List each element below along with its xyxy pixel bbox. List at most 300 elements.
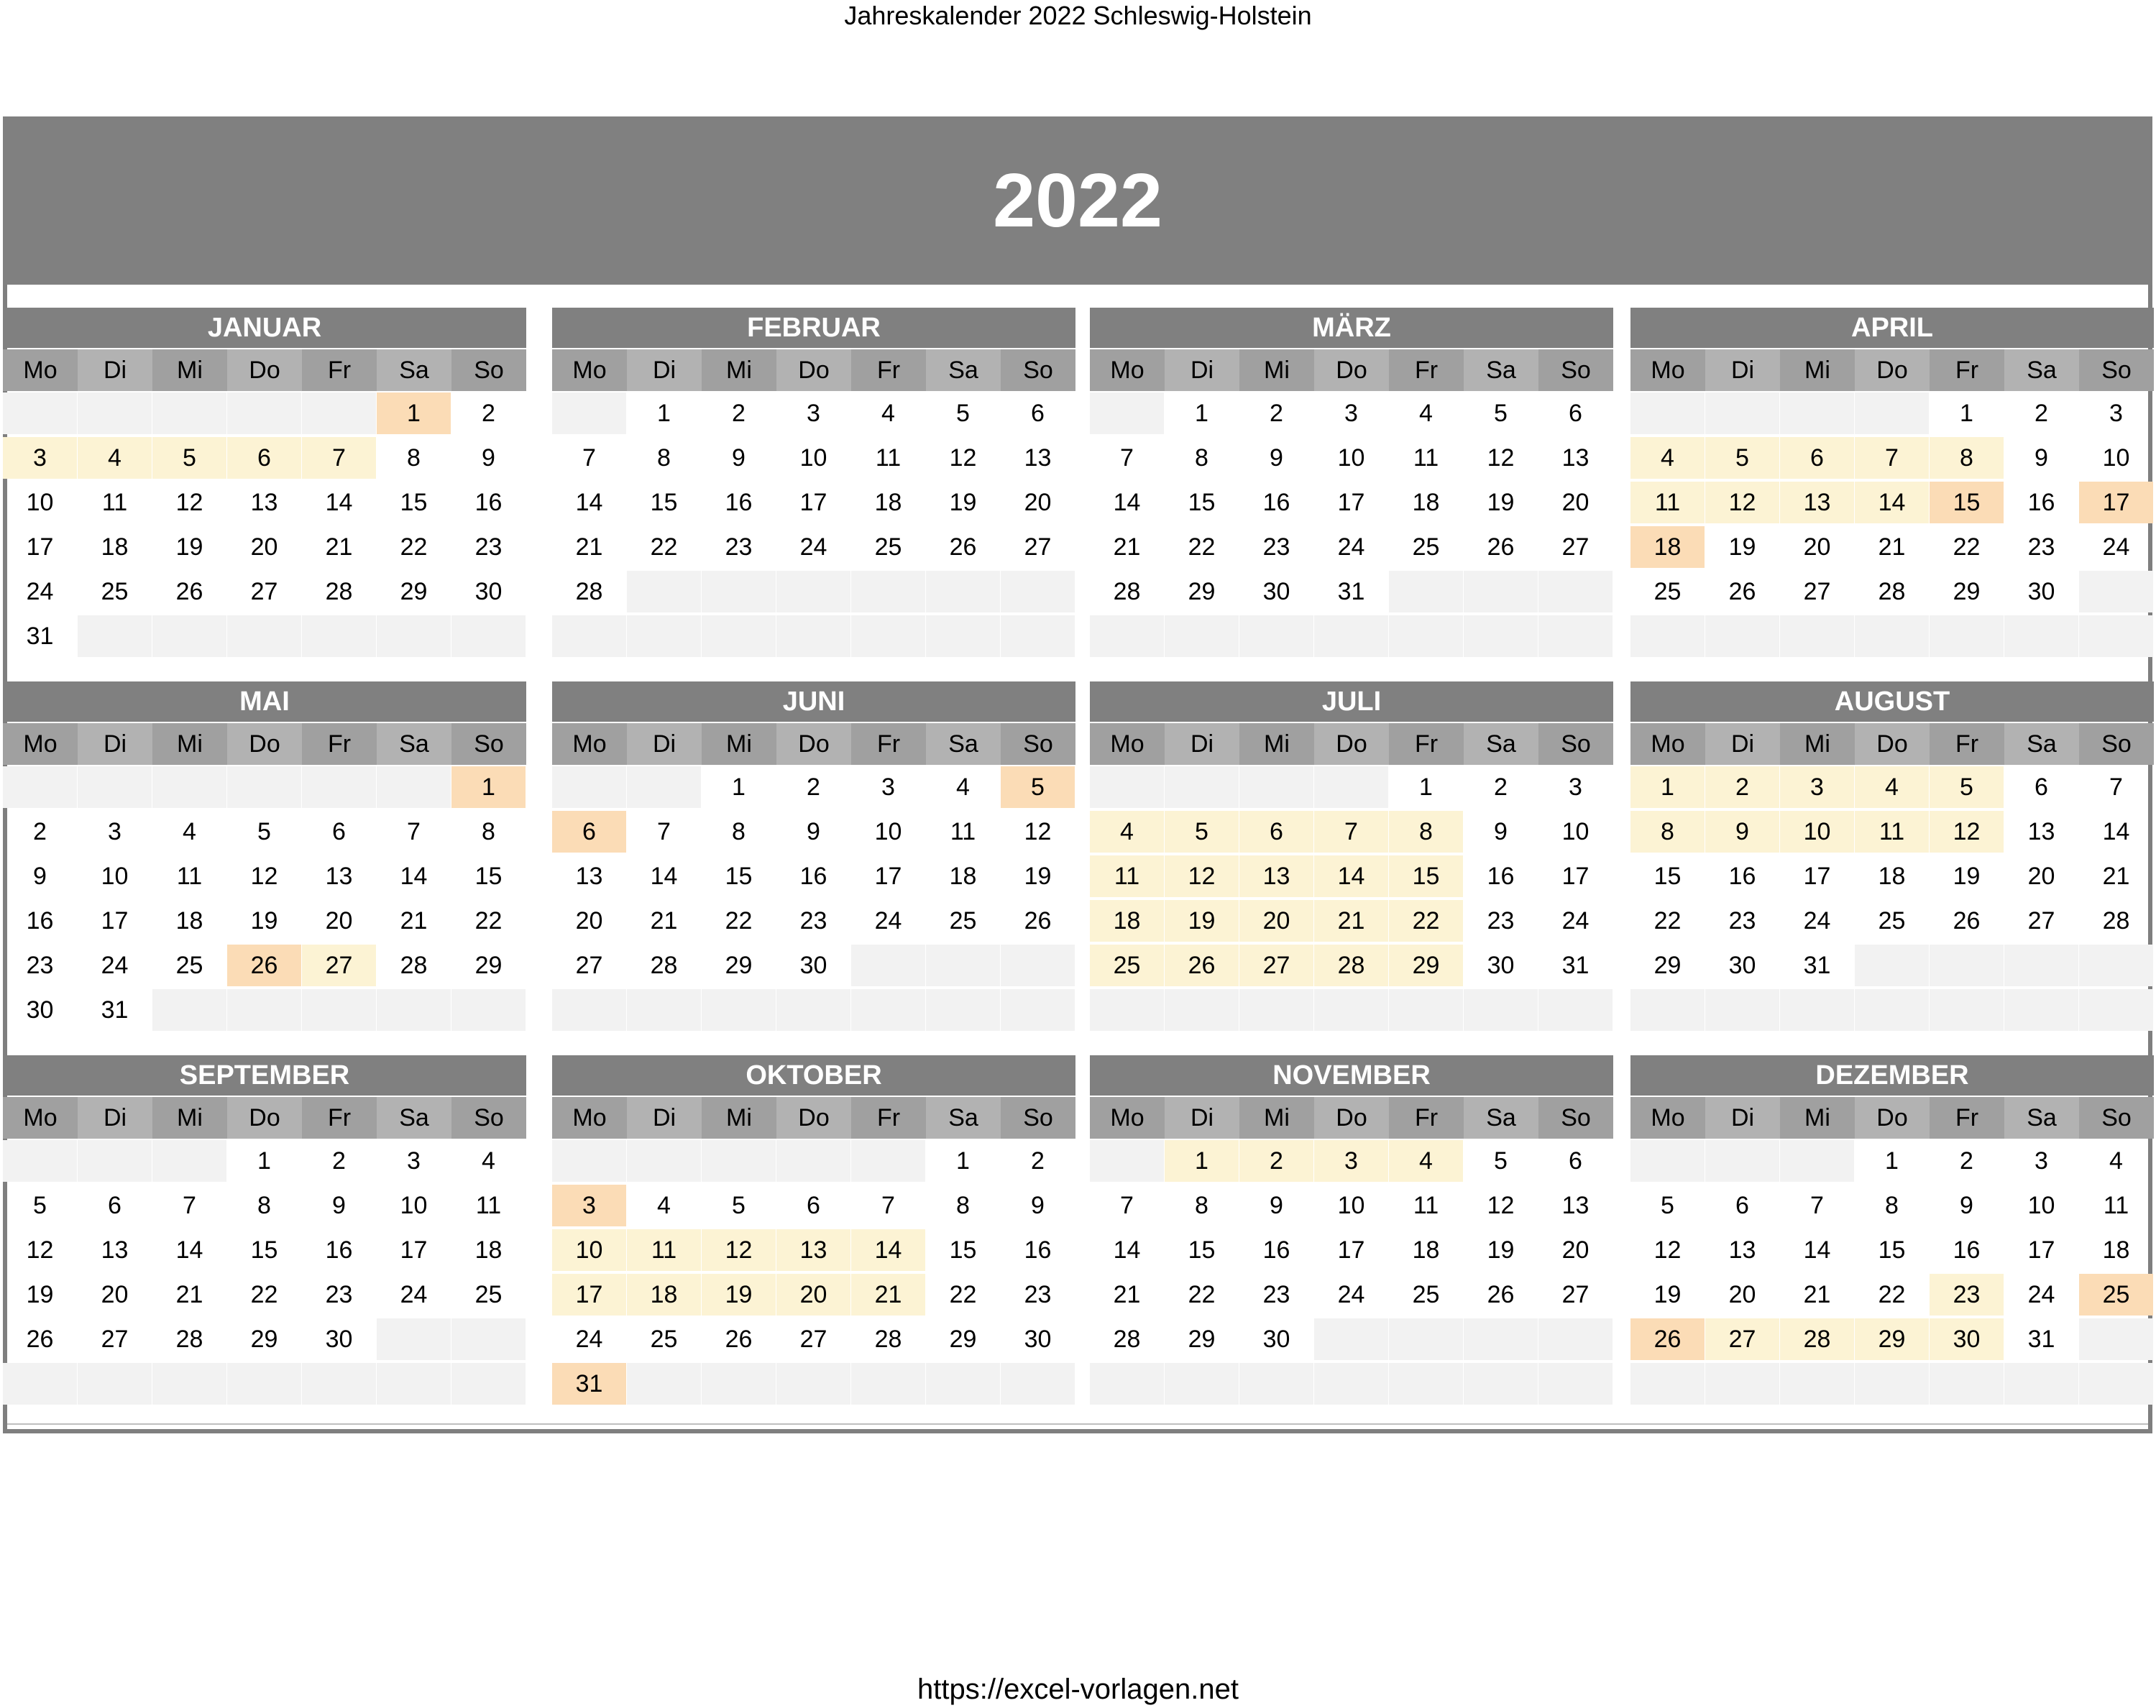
day-cell[interactable]: 26 [26,1326,54,1353]
day-cell[interactable]: 9 [1494,818,1508,845]
day-cell[interactable]: 13 [101,1236,129,1264]
day-cell[interactable]: 6 [1239,811,1313,853]
day-cell[interactable]: 6 [1031,400,1045,427]
day-cell[interactable]: 4 [1630,437,1705,479]
day-cell[interactable]: 13 [250,489,278,516]
day-cell[interactable]: 2 [2035,400,2048,427]
day-cell[interactable]: 14 [2102,818,2130,845]
day-cell[interactable]: 2 [332,1147,346,1175]
day-cell[interactable]: 1 [1195,400,1208,427]
day-cell[interactable]: 29 [474,952,503,979]
day-cell[interactable]: 8 [257,1192,271,1219]
day-cell[interactable]: 12 [1930,811,2004,853]
day-cell[interactable]: 22 [250,1281,278,1308]
day-cell[interactable]: 19 [175,533,203,561]
day-cell[interactable]: 29 [1389,945,1463,986]
day-cell[interactable]: 14 [1803,1236,1831,1264]
day-cell[interactable]: 15 [250,1236,278,1264]
day-cell[interactable]: 3 [1569,773,1582,801]
day-cell[interactable]: 3 [1344,400,1358,427]
day-cell[interactable]: 26 [1487,1281,1515,1308]
day-cell[interactable]: 5 [1930,766,2004,808]
day-cell[interactable]: 12 [949,444,977,472]
day-cell[interactable]: 15 [725,863,753,890]
day-cell[interactable]: 22 [1878,1281,1906,1308]
day-cell[interactable]: 9 [807,818,820,845]
day-cell[interactable]: 7 [1120,444,1134,472]
day-cell[interactable]: 10 [1337,1192,1365,1219]
day-cell[interactable]: 22 [1653,907,1682,935]
day-cell[interactable]: 5 [152,437,226,479]
day-cell[interactable]: 19 [1024,863,1052,890]
day-cell[interactable]: 24 [26,578,54,605]
day-cell[interactable]: 23 [1728,907,1756,935]
day-cell[interactable]: 30 [1930,1318,2004,1360]
day-cell[interactable]: 3 [807,400,820,427]
day-cell[interactable]: 20 [1239,900,1313,942]
day-cell[interactable]: 9 [33,863,47,890]
day-cell[interactable]: 2 [732,400,746,427]
day-cell[interactable]: 27 [1561,1281,1590,1308]
day-cell[interactable]: 2 [482,400,495,427]
day-cell[interactable]: 18 [1412,1236,1440,1264]
day-cell[interactable]: 7 [1120,1192,1134,1219]
day-cell[interactable]: 26 [1953,907,1981,935]
day-cell[interactable]: 14 [575,489,603,516]
day-cell[interactable]: 2 [807,773,820,801]
day-cell[interactable]: 16 [26,907,54,935]
day-cell[interactable]: 3 [407,1147,421,1175]
day-cell[interactable]: 16 [1953,1236,1981,1264]
day-cell[interactable]: 25 [1090,945,1164,986]
day-cell[interactable]: 13 [1561,444,1590,472]
day-cell[interactable]: 13 [1780,482,1854,523]
day-cell[interactable]: 31 [2027,1326,2055,1353]
day-cell[interactable]: 22 [949,1281,977,1308]
day-cell[interactable]: 12 [250,863,278,890]
day-cell[interactable]: 2 [1270,400,1283,427]
day-cell[interactable]: 24 [2027,1281,2055,1308]
day-cell[interactable]: 27 [1705,1318,1779,1360]
day-cell[interactable]: 18 [949,863,977,890]
day-cell[interactable]: 11 [1090,855,1164,897]
day-cell[interactable]: 21 [1113,533,1141,561]
day-cell[interactable]: 24 [400,1281,428,1308]
day-cell[interactable]: 5 [1494,400,1508,427]
day-cell[interactable]: 7 [582,444,596,472]
day-cell[interactable]: 23 [2027,533,2055,561]
day-cell[interactable]: 22 [725,907,753,935]
day-cell[interactable]: 20 [101,1281,129,1308]
day-cell[interactable]: 17 [874,863,902,890]
day-cell[interactable]: 5 [1494,1147,1508,1175]
day-cell[interactable]: 24 [874,907,902,935]
day-cell[interactable]: 31 [1803,952,1831,979]
day-cell[interactable]: 11 [176,863,203,890]
day-cell[interactable]: 18 [175,907,203,935]
day-cell[interactable]: 31 [1561,952,1590,979]
day-cell[interactable]: 29 [1653,952,1682,979]
day-cell[interactable]: 23 [1487,907,1515,935]
day-cell[interactable]: 28 [1314,945,1388,986]
day-cell[interactable]: 2 [1239,1140,1313,1182]
day-cell[interactable]: 21 [650,907,678,935]
day-cell[interactable]: 20 [1803,533,1831,561]
day-cell[interactable]: 19 [949,489,977,516]
day-cell[interactable]: 8 [732,818,746,845]
day-cell[interactable]: 31 [552,1363,626,1405]
day-cell[interactable]: 23 [474,533,503,561]
day-cell[interactable]: 22 [400,533,428,561]
day-cell[interactable]: 7 [2109,773,2123,801]
day-cell[interactable]: 29 [1188,578,1216,605]
day-cell[interactable]: 17 [2079,482,2153,523]
day-cell[interactable]: 16 [474,489,503,516]
day-cell[interactable]: 9 [732,444,746,472]
day-cell[interactable]: 27 [575,952,603,979]
day-cell[interactable]: 8 [1930,437,2004,479]
day-cell[interactable]: 12 [1653,1236,1682,1264]
day-cell[interactable]: 28 [325,578,353,605]
day-cell[interactable]: 13 [1239,855,1313,897]
day-cell[interactable]: 26 [1024,907,1052,935]
day-cell[interactable]: 19 [26,1281,54,1308]
day-cell[interactable]: 28 [575,578,603,605]
day-cell[interactable]: 30 [1024,1326,1052,1353]
day-cell[interactable]: 10 [1561,818,1590,845]
day-cell[interactable]: 8 [657,444,671,472]
day-cell[interactable]: 31 [26,623,54,650]
day-cell[interactable]: 30 [1487,952,1515,979]
footer-url[interactable]: https://excel-vorlagen.net [917,1673,1239,1705]
day-cell[interactable]: 25 [949,907,977,935]
day-cell[interactable]: 23 [1262,533,1290,561]
day-cell[interactable]: 21 [1878,533,1906,561]
day-cell[interactable]: 24 [2102,533,2130,561]
day-cell[interactable]: 23 [1024,1281,1052,1308]
day-cell[interactable]: 30 [26,996,54,1024]
day-cell[interactable]: 13 [1024,444,1052,472]
day-cell[interactable]: 2 [33,818,47,845]
day-cell[interactable]: 6 [1735,1192,1749,1219]
day-cell[interactable]: 12 [1024,818,1052,845]
day-cell[interactable]: 14 [1314,855,1388,897]
day-cell[interactable]: 10 [799,444,827,472]
day-cell[interactable]: 9 [1270,1192,1283,1219]
day-cell[interactable]: 24 [1337,533,1365,561]
day-cell[interactable]: 21 [1803,1281,1831,1308]
day-cell[interactable]: 5 [732,1192,746,1219]
day-cell[interactable]: 11 [627,1229,701,1271]
day-cell[interactable]: 25 [2079,1274,2153,1316]
day-cell[interactable]: 15 [1930,482,2004,523]
day-cell[interactable]: 1 [1885,1147,1899,1175]
day-cell[interactable]: 24 [1803,907,1831,935]
day-cell[interactable]: 15 [474,863,503,890]
day-cell[interactable]: 30 [474,578,503,605]
day-cell[interactable]: 11 [101,489,128,516]
day-cell[interactable]: 15 [1188,1236,1216,1264]
day-cell[interactable]: 6 [1780,437,1854,479]
day-cell[interactable]: 9 [1270,444,1283,472]
day-cell[interactable]: 27 [1561,533,1590,561]
day-cell[interactable]: 16 [1262,1236,1290,1264]
day-cell[interactable]: 29 [725,952,753,979]
day-cell[interactable]: 4 [78,437,152,479]
day-cell[interactable]: 15 [650,489,678,516]
day-cell[interactable]: 24 [575,1326,603,1353]
day-cell[interactable]: 18 [1878,863,1906,890]
day-cell[interactable]: 15 [1653,863,1682,890]
day-cell[interactable]: 29 [250,1326,278,1353]
day-cell[interactable]: 17 [1337,489,1365,516]
day-cell[interactable]: 12 [175,489,203,516]
day-cell[interactable]: 29 [1953,578,1981,605]
day-cell[interactable]: 19 [1953,863,1981,890]
day-cell[interactable]: 1 [1630,766,1705,808]
day-cell[interactable]: 1 [1960,400,1973,427]
day-cell[interactable]: 30 [2027,578,2055,605]
day-cell[interactable]: 16 [325,1236,353,1264]
day-cell[interactable]: 21 [400,907,428,935]
day-cell[interactable]: 1 [257,1147,271,1175]
day-cell[interactable]: 20 [776,1274,850,1316]
day-cell[interactable]: 8 [956,1192,970,1219]
day-cell[interactable]: 5 [1705,437,1779,479]
day-cell[interactable]: 28 [1780,1318,1854,1360]
day-cell[interactable]: 24 [101,952,129,979]
day-cell[interactable]: 1 [1419,773,1433,801]
day-cell[interactable]: 2 [1031,1147,1045,1175]
day-cell[interactable]: 22 [1389,900,1463,942]
day-cell[interactable]: 1 [732,773,746,801]
day-cell[interactable]: 20 [1561,1236,1590,1264]
day-cell[interactable]: 13 [1728,1236,1756,1264]
day-cell[interactable]: 20 [2027,863,2055,890]
day-cell[interactable]: 3 [108,818,121,845]
day-cell[interactable]: 8 [1195,444,1208,472]
day-cell[interactable]: 19 [1728,533,1756,561]
day-cell[interactable]: 27 [101,1326,129,1353]
day-cell[interactable]: 6 [108,1192,121,1219]
day-cell[interactable]: 21 [2102,863,2130,890]
day-cell[interactable]: 11 [875,444,902,472]
day-cell[interactable]: 22 [1188,533,1216,561]
day-cell[interactable]: 25 [1412,1281,1440,1308]
day-cell[interactable]: 6 [807,1192,820,1219]
day-cell[interactable]: 26 [1630,1318,1705,1360]
day-cell[interactable]: 5 [1661,1192,1674,1219]
day-cell[interactable]: 11 [2103,1192,2129,1219]
day-cell[interactable]: 3 [2109,400,2123,427]
day-cell[interactable]: 5 [1165,811,1239,853]
day-cell[interactable]: 25 [650,1326,678,1353]
day-cell[interactable]: 7 [657,818,671,845]
day-cell[interactable]: 9 [1960,1192,1973,1219]
day-cell[interactable]: 25 [1653,578,1682,605]
day-cell[interactable]: 16 [1024,1236,1052,1264]
day-cell[interactable]: 19 [1487,489,1515,516]
day-cell[interactable]: 30 [325,1326,353,1353]
day-cell[interactable]: 8 [1885,1192,1899,1219]
day-cell[interactable]: 21 [575,533,603,561]
day-cell[interactable]: 25 [1878,907,1906,935]
day-cell[interactable]: 19 [1487,1236,1515,1264]
day-cell[interactable]: 20 [1561,489,1590,516]
day-cell[interactable]: 2 [1494,773,1508,801]
day-cell[interactable]: 20 [325,907,353,935]
day-cell[interactable]: 23 [1930,1274,2004,1316]
day-cell[interactable]: 31 [101,996,129,1024]
day-cell[interactable]: 14 [325,489,353,516]
day-cell[interactable]: 13 [776,1229,850,1271]
day-cell[interactable]: 4 [183,818,196,845]
day-cell[interactable]: 28 [1113,1326,1141,1353]
day-cell[interactable]: 7 [1314,811,1388,853]
day-cell[interactable]: 23 [725,533,753,561]
day-cell[interactable]: 21 [325,533,353,561]
day-cell[interactable]: 23 [325,1281,353,1308]
day-cell[interactable]: 17 [1561,863,1590,890]
day-cell[interactable]: 29 [400,578,428,605]
day-cell[interactable]: 20 [250,533,278,561]
day-cell[interactable]: 17 [1803,863,1831,890]
day-cell[interactable]: 16 [725,489,753,516]
day-cell[interactable]: 4 [657,1192,671,1219]
day-cell[interactable]: 14 [175,1236,203,1264]
day-cell[interactable]: 27 [1239,945,1313,986]
day-cell[interactable]: 18 [1412,489,1440,516]
day-cell[interactable]: 26 [1487,533,1515,561]
day-cell[interactable]: 26 [227,945,301,986]
day-cell[interactable]: 31 [1337,578,1365,605]
day-cell[interactable]: 17 [400,1236,428,1264]
day-cell[interactable]: 30 [1262,1326,1290,1353]
day-cell[interactable]: 14 [851,1229,925,1271]
day-cell[interactable]: 24 [1561,907,1590,935]
day-cell[interactable]: 20 [1728,1281,1756,1308]
day-cell[interactable]: 11 [950,818,976,845]
day-cell[interactable]: 10 [552,1229,626,1271]
day-cell[interactable]: 26 [949,533,977,561]
day-cell[interactable]: 3 [2035,1147,2048,1175]
day-cell[interactable]: 4 [881,400,895,427]
day-cell[interactable]: 29 [1855,1318,1929,1360]
day-cell[interactable]: 15 [949,1236,977,1264]
day-cell[interactable]: 18 [2102,1236,2130,1264]
day-cell[interactable]: 6 [227,437,301,479]
day-cell[interactable]: 28 [874,1326,902,1353]
day-cell[interactable]: 26 [1728,578,1756,605]
day-cell[interactable]: 17 [26,533,54,561]
day-cell[interactable]: 9 [1705,811,1779,853]
day-cell[interactable]: 10 [2027,1192,2055,1219]
day-cell[interactable]: 14 [1113,1236,1141,1264]
day-cell[interactable]: 17 [2027,1236,2055,1264]
day-cell[interactable]: 30 [799,952,827,979]
day-cell[interactable]: 25 [1412,533,1440,561]
day-cell[interactable]: 12 [1705,482,1779,523]
day-cell[interactable]: 16 [1262,489,1290,516]
day-cell[interactable]: 12 [1487,1192,1515,1219]
day-cell[interactable]: 15 [1188,489,1216,516]
day-cell[interactable]: 17 [799,489,827,516]
day-cell[interactable]: 2 [1705,766,1779,808]
day-cell[interactable]: 29 [949,1326,977,1353]
day-cell[interactable]: 25 [175,952,203,979]
day-cell[interactable]: 8 [1630,811,1705,853]
day-cell[interactable]: 28 [2102,907,2130,935]
day-cell[interactable]: 26 [1165,945,1239,986]
day-cell[interactable]: 15 [400,489,428,516]
day-cell[interactable]: 11 [1630,482,1705,523]
day-cell[interactable]: 4 [2109,1147,2123,1175]
day-cell[interactable]: 4 [956,773,970,801]
day-cell[interactable]: 10 [400,1192,428,1219]
day-cell[interactable]: 16 [1487,863,1515,890]
day-cell[interactable]: 19 [1165,900,1239,942]
day-cell[interactable]: 4 [1389,1140,1463,1182]
day-cell[interactable]: 7 [407,818,421,845]
day-cell[interactable]: 8 [1195,1192,1208,1219]
day-cell[interactable]: 27 [302,945,376,986]
day-cell[interactable]: 11 [1413,1192,1439,1219]
day-cell[interactable]: 10 [874,818,902,845]
day-cell[interactable]: 6 [552,811,626,853]
day-cell[interactable]: 10 [26,489,54,516]
day-cell[interactable]: 9 [1031,1192,1045,1219]
day-cell[interactable]: 1 [451,766,526,808]
day-cell[interactable]: 25 [874,533,902,561]
day-cell[interactable]: 2 [1960,1147,1973,1175]
day-cell[interactable]: 1 [1165,1140,1239,1182]
day-cell[interactable]: 13 [2027,818,2055,845]
day-cell[interactable]: 10 [2102,444,2130,472]
day-cell[interactable]: 23 [26,952,54,979]
day-cell[interactable]: 6 [1569,400,1582,427]
day-cell[interactable]: 5 [1001,766,1075,808]
day-cell[interactable]: 3 [1314,1140,1388,1182]
day-cell[interactable]: 7 [1810,1192,1824,1219]
day-cell[interactable]: 13 [575,863,603,890]
day-cell[interactable]: 15 [1389,855,1463,897]
day-cell[interactable]: 27 [250,578,278,605]
day-cell[interactable]: 4 [1090,811,1164,853]
day-cell[interactable]: 6 [332,818,346,845]
day-cell[interactable]: 30 [1728,952,1756,979]
day-cell[interactable]: 21 [175,1281,203,1308]
day-cell[interactable]: 19 [1653,1281,1682,1308]
day-cell[interactable]: 1 [657,400,671,427]
day-cell[interactable]: 18 [101,533,129,561]
day-cell[interactable]: 7 [183,1192,196,1219]
day-cell[interactable]: 1 [956,1147,970,1175]
day-cell[interactable]: 8 [1389,811,1463,853]
day-cell[interactable]: 14 [1855,482,1929,523]
day-cell[interactable]: 17 [552,1274,626,1316]
day-cell[interactable]: 4 [482,1147,495,1175]
day-cell[interactable]: 14 [650,863,678,890]
day-cell[interactable]: 21 [1314,900,1388,942]
day-cell[interactable]: 3 [3,437,77,479]
day-cell[interactable]: 28 [650,952,678,979]
day-cell[interactable]: 4 [1419,400,1433,427]
day-cell[interactable]: 5 [257,818,271,845]
day-cell[interactable]: 21 [1113,1281,1141,1308]
day-cell[interactable]: 18 [627,1274,701,1316]
day-cell[interactable]: 22 [1188,1281,1216,1308]
day-cell[interactable]: 27 [1803,578,1831,605]
